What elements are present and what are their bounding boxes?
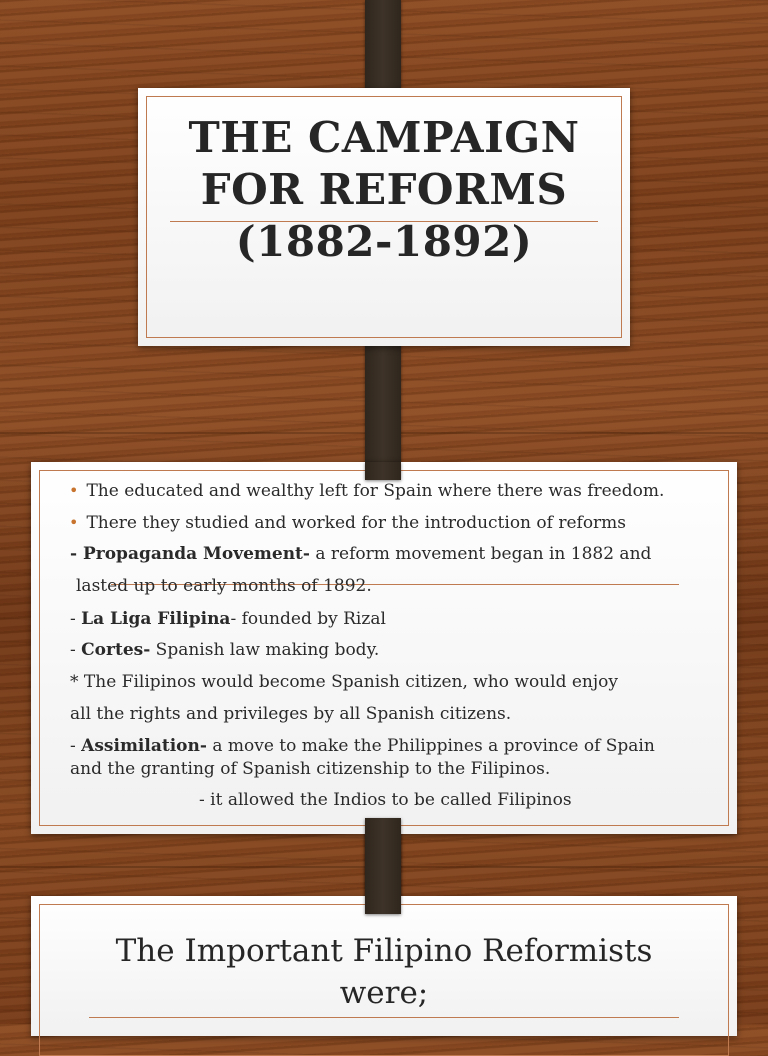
cortes-line <box>70 640 379 660</box>
assimilation-continuation: and the granting of Spanish citizenship to the Filipinos. <box>70 759 551 779</box>
assimilation-definition: a move to make the Philippines a province of Spain <box>206 736 655 756</box>
title-line-2: FOR REFORMS <box>200 165 568 214</box>
strap-middle <box>365 330 401 480</box>
strap-middle-overlap <box>365 462 401 480</box>
slide-title <box>138 112 630 268</box>
assimilation-note: - it allowed the Indios to be called Filipinos <box>199 790 572 810</box>
bullet-item <box>69 513 626 533</box>
strap-lower-overlap <box>365 818 401 914</box>
reformists-divider <box>89 1017 679 1018</box>
liga-definition: - founded by Rizal <box>230 609 386 629</box>
assimilation-line <box>70 736 655 756</box>
propaganda-continuation: lasted up to early months of 1892. <box>76 576 372 596</box>
reformists-heading-line-1: The Important Filipino Reformists <box>115 933 653 969</box>
liga-prefix: - <box>70 609 82 629</box>
cortes-prefix: - <box>70 640 82 660</box>
bullet-text: The educated and wealthy left for Spain where there was freedom. <box>86 481 665 501</box>
note-line-2: all the rights and privileges by all Spanish citizens. <box>70 704 512 724</box>
reformists-heading <box>31 930 737 1014</box>
content-card <box>31 462 737 834</box>
bullet-text: There they studied and worked for the introduction of reforms <box>86 513 627 533</box>
bullet-dot-icon: • <box>69 481 79 500</box>
reformists-heading-line-2: were; <box>339 975 429 1011</box>
title-line-1: THE CAMPAIGN <box>188 113 580 162</box>
bullet-item <box>69 481 664 501</box>
assimilation-prefix: - <box>70 736 82 756</box>
note-line-1: * The Filipinos would become Spanish citizen, who would enjoy <box>70 672 618 692</box>
cortes-definition: Spanish law making body. <box>150 640 380 660</box>
title-card <box>138 88 630 346</box>
propaganda-line <box>70 544 651 564</box>
liga-line <box>70 609 386 629</box>
propaganda-definition: a reform movement began in 1882 and <box>309 544 652 564</box>
propaganda-term: - Propaganda Movement- <box>70 544 310 564</box>
reformists-card <box>31 896 737 1036</box>
assimilation-term: Assimilation- <box>81 736 207 756</box>
title-line-3: (1882-1892) <box>235 217 533 266</box>
bullet-dot-icon: • <box>69 513 79 532</box>
cortes-term: Cortes- <box>81 640 151 660</box>
liga-term: La Liga Filipina <box>81 609 231 629</box>
